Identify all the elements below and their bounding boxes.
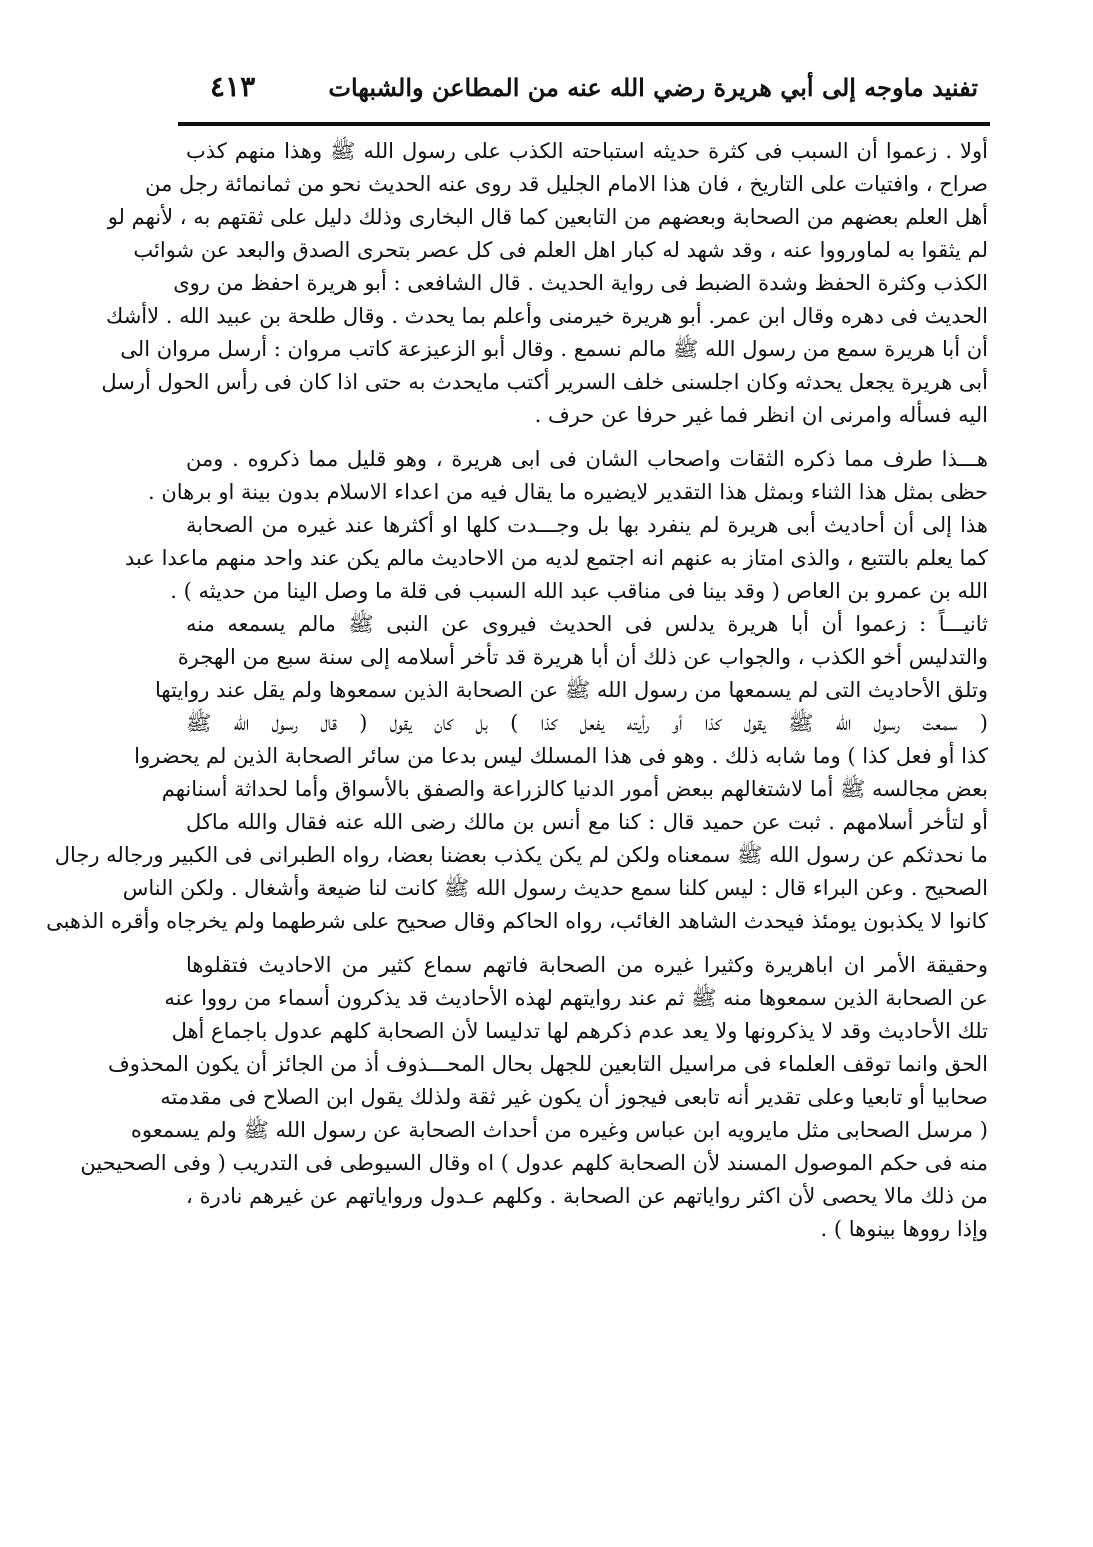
- text-line: ما نحدثكم عن رسول الله ﷺ سمعناه ولكن لم يكن يكذب بعضنا بعضا، رواه الطبرانى فى الكبير ورجاله رجال: [54, 843, 988, 867]
- text-line: الكذب وكثرة الحفظ وشدة الضبط فى رواية الحديث . قال الشافعى : أبو هريرة احفظ من روى: [173, 271, 988, 295]
- text-line: ( مرسل الصحابى مثل مايرويه ابن عباس وغيره من أحداث الصحابة عن رسول الله ﷺ ولم يسمعوه: [130, 1118, 988, 1142]
- text-line: بعض مجالسه ﷺ أما لاشتغالهم ببعض أمور الدنيا كالزراعة والصفق بالأسواق وأما لحداثة أسنانهم: [161, 777, 988, 801]
- header-rule: [178, 122, 990, 126]
- text-line: لم يثقوا به لماورووا عنه ، وقد شهد له كبار اهل العلم فى كل عصر بتحرى الصدق والبعد عن شوائب: [133, 238, 988, 262]
- text-line: تلك الأحاديث وقد لا يذكرونها ولا يعد عدم ذكرهم لها تدليسا لأن الصحابة كلهم عدول باجماع أهل: [171, 1019, 988, 1043]
- text-line: والتدليس أخو الكذب ، والجواب عن ذلك أن أبا هريرة قد تأخر أسلامه إلى سنة سبع من الهجرة: [177, 645, 988, 669]
- text-line: ثانيـــاً : زعموا أن أبا هريرة يدلس فى الحديث فيروى عن النبى ﷺ مالم يسمعه منه: [186, 612, 988, 636]
- text-line: صراح ، وافتيات على التاريخ ، فان هذا الامام الجليل قد روى عنه الحديث نحو من ثمانمائة رجل من: [145, 172, 988, 196]
- text-line: اليه فسأله وامرنى ان انظر فما غير حرفا عن حرف .: [534, 403, 988, 427]
- body-text: [46, 136, 989, 1247]
- text-line: أبى هريرة يجعل يحدثه وكان اجلسنى خلف السرير أكتب مايحدث به حتى اذا كان فى رأس الحول أرسل: [101, 370, 988, 394]
- text-line: أهل العلم بعضهم من الصحابة وبعضهم من التابعين كما قال البخارى وذلك دليل على ثقتهم به ، لأنهم لو: [107, 205, 988, 229]
- text-line: منه فى حكم الموصول المسند لأن الصحابة كلهم عدول ) اه وقال السيوطى فى التدريب ( وفى الصحيحين: [80, 1151, 988, 1175]
- text-line: من ذلك مالا يحصى لأن اكثر رواياتهم عن الصحابة . وكلهم عـدول ورواياتهم عن غيرهم نادرة ،: [186, 1184, 988, 1208]
- text-line: هـــذا طرف مما ذكره الثقات واصحاب الشان فى ابى هريرة ، وهو قليل مما ذكروه . ومن: [186, 447, 988, 471]
- page-number: ٤١٣: [210, 70, 256, 103]
- text-line: أولا . زعموا أن السبب فى كثرة حديثه استباحته الكذب على رسول الله ﷺ وهذا منهم كذب: [186, 139, 988, 163]
- text-line: كما يعلم بالتتبع ، والذى امتاز به عنهم انه اجتمع لديه من الاحاديث مالم يكن عند واحد منهم ماعدا عبد: [125, 546, 988, 570]
- text-line: أن أبا هريرة سمع من رسول الله ﷺ مالم نسمع . وقال أبو الزعيزعة كاتب مروان : أرسل مروان الى: [120, 337, 988, 361]
- text-line: عن الصحابة الذين سمعوها منه ﷺ ثم عند روايتهم لهذه الأحاديث قد يذكرون أسماء من رووا عنه: [164, 986, 988, 1010]
- text-line: كذا أو فعل كذا ) وما شابه ذلك . وهو فى هذا المسلك ليس بدعا من سائر الصحابة الذين لم يحضروا: [134, 744, 988, 768]
- text-line: صحابيا أو تابعيا وعلى تقدير أنه تابعى فيجوز أن يكون غير ثقة ولذلك يقول ابن الصلاح فى مقدمته: [160, 1085, 988, 1109]
- running-title: تفنيد ماوجه إلى أبي هريرة رضي الله عنه من المطاعن والشبهات: [328, 73, 978, 102]
- text-line: هذا إلى أن أحاديث أبى هريرة لم ينفرد بها بل وجـــدت كلها او أكثرها عند غيره من الصحابة: [186, 513, 989, 537]
- text-line: حظى بمثل هذا الثناء وبمثل هذا التقدير لايضيره ما يقال فيه من اعداء الاسلام بدون بينة او برهان .: [148, 480, 988, 504]
- text-line: ( سمعت رسول الله ﷺ يقول كذا أو رأيته يفعل كذا ) بل كان يقول ( قال رسول الله ﷺ: [186, 711, 988, 735]
- text-line: وتلق الأحاديث التى لم يسمعها من رسول الله ﷺ عن الصحابة الذين سمعوها ولم يقل عند روايتها: [155, 678, 988, 702]
- text-line: الحديث فى دهره وقال ابن عمر. أبو هريرة خيرمنى وأعلم بما يحدث . وقال طلحة بن عبيد الله . لاأشك: [106, 304, 988, 328]
- text-line: الله بن عمرو بن العاص ( وقد بينا فى مناقب عبد الله السبب فى قلة ما وصل الينا من حديثه ) .: [170, 579, 988, 603]
- text-line: وحقيقة الأمر ان اباهريرة وكثيرا غيره من الصحابة فاتهم سماع كثير من الاحاديث فتقلوها: [186, 953, 988, 977]
- text-line: أو لتأخر أسلامهم . ثبت عن حميد قال : كنا مع أنس بن مالك رضى الله عنه فقال والله ماكل: [186, 810, 988, 834]
- page-header: [210, 70, 978, 103]
- text-line: كانوا لا يكذبون يومئذ فيحدث الشاهد الغائب، رواه الحاكم وقال صحيح على شرطهما ولم يخرجاه وأقره الذهبى: [46, 909, 988, 933]
- text-line: وإذا رووها بينوها ) .: [820, 1217, 988, 1241]
- text-line: الحق وانما توقف العلماء فى مراسيل التابعين للجهل بحال المحـــذوف أذ من الجائز أن يكون المحذوف: [107, 1052, 988, 1076]
- text-line: الصحيح . وعن البراء قال : ليس كلنا سمع حديث رسول الله ﷺ كانت لنا ضيعة وأشغال . ولكن الناس: [122, 876, 988, 900]
